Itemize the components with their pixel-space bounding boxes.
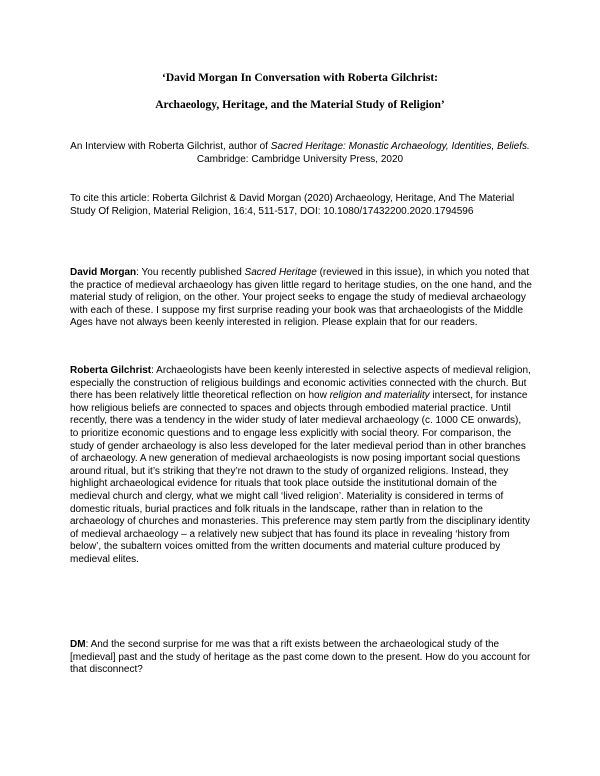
q1-pre: : You recently published bbox=[136, 267, 245, 278]
q1-post: (reviewed in this issue), in which you noted that the practice of medieval archaeology has given little regard to heritage studies, on the one hand, and the material study of religion, on the other. Your project seeks to engage the study of medieval archaeology with each of these. I suppose my first surprise reading your book was that archaeologists of the Middle Ages have not always been keenly interested in religion. Please explain that for our readers. bbox=[70, 267, 532, 329]
a1-post: intersect, for instance how religious beliefs are connected to spaces and objects through embodied material practice. Until recently, there was a tendency in the wider study of later medieval archaeology (c. 1000 CE onwards), to prioritize economic questions and to engage less explicitly with social theory. For comparison, the study of gender archaeology is also less developed for the later medieval period than in other branches of archaeology. A new generation of medieval archaeologists is now posing important social questions around ritual, but it’s striking that they’re not drawn to the study of organized religions. Instead, they highlight archaeological evidence for rituals that took place outside the institutional domain of the medieval church and clergy, what we might call ‘lived religion’. Materiality is considered in terms of domestic rituals, burial practices and folk rituals in the landscape, rather than in relation to the archaeology of churches and monasteries. This preference may stem partly from the disciplinary identity of medieval archaeology – a relatively new subject that has found its place in revealing ‘history from below’, the subaltern voices omitted from the written documents and material culture produced by medieval elites. bbox=[70, 390, 531, 565]
question-2 bbox=[70, 639, 532, 677]
subtitle bbox=[70, 140, 530, 166]
q2-text: : And the second surprise for me was that a rift exists between the archaeological study of the [medieval] past and the study of heritage as the past come down to the present. How do you account for that disconnect? bbox=[70, 639, 531, 676]
citation: To cite this article: Roberta Gilchrist & David Morgan (2020) Archaeology, Heritage, And The Material Study Of Religion, Material Religion, 16:4, 511-517, DOI: 10.1080/17432200.2020.1794596 bbox=[70, 193, 515, 217]
speaker-dm: DM bbox=[70, 639, 86, 650]
answer-1 bbox=[70, 365, 532, 567]
subtitle-book-title: Sacred Heritage: Monastic Archaeology, Identities, Beliefs. bbox=[270, 141, 530, 152]
a1-pre: : Archaeologists have been keenly interested in selective aspects of medieval religion, especially the construction of religious buildings and economic activities connected with the church. But there has been relatively little theoretical reflection on how bbox=[70, 365, 531, 402]
question-1 bbox=[70, 267, 532, 330]
q1-book-title: Sacred Heritage bbox=[244, 267, 317, 278]
subtitle-post: Cambridge: Cambridge University Press, 2020 bbox=[196, 154, 404, 165]
subtitle-pre: An Interview with Roberta Gilchrist, author of bbox=[70, 141, 271, 152]
title-line-2: Archaeology, Heritage, and the Material Study of Religion’ bbox=[155, 99, 445, 111]
title-line-1: ‘David Morgan In Conversation with Roberta Gilchrist: bbox=[162, 72, 438, 84]
speaker-roberta-gilchrist: Roberta Gilchrist bbox=[70, 365, 152, 376]
speaker-david-morgan: David Morgan bbox=[70, 267, 137, 278]
a1-emphasis: religion and materiality bbox=[329, 390, 430, 402]
